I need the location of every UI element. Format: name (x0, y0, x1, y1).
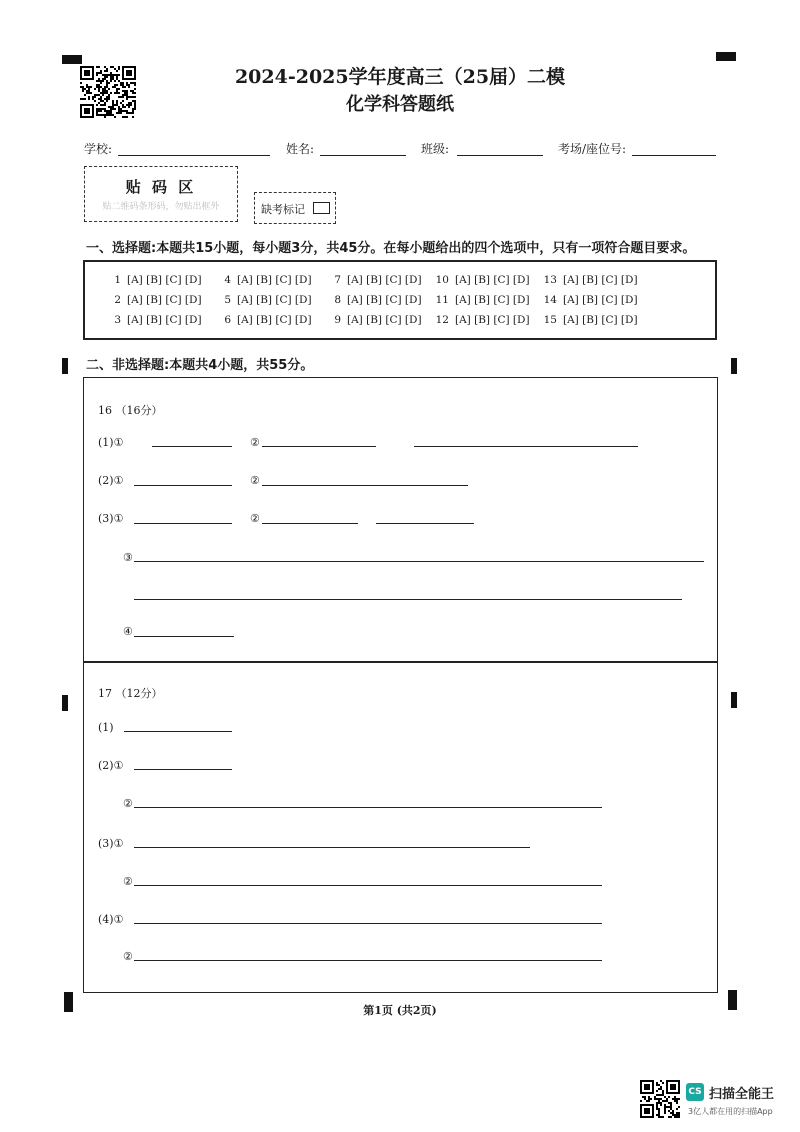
q16-p3-answer-line[interactable] (134, 523, 232, 524)
mc-question-number: 12 (435, 314, 449, 326)
q16-answer-box (83, 377, 718, 663)
class-label: 班级: (421, 142, 450, 156)
q16-p3c-answer-line-1[interactable] (134, 561, 704, 562)
barcode-area-note: 贴二维码条形码，勿贴出框外 (102, 202, 220, 212)
mc-options[interactable]: [A] [B] [C] [D] (347, 274, 422, 286)
registration-mark-top-right (716, 52, 736, 61)
q16-p1-label: (1)① (98, 436, 124, 449)
mc-options[interactable]: [A] [B] [C] [D] (237, 314, 312, 326)
mc-question-number: 14 (543, 294, 557, 306)
barcode-area-title: 贴 码 区 (125, 178, 197, 196)
q17-p2b-label: ② (123, 797, 133, 810)
q16-p3d-answer-line[interactable] (134, 636, 234, 637)
mc-question-2[interactable] (107, 294, 202, 306)
q17-p3b-answer-line[interactable] (134, 885, 602, 886)
mc-question-6[interactable] (217, 314, 312, 326)
mc-question-number: 15 (543, 314, 557, 326)
name-field[interactable] (320, 155, 406, 156)
mc-question-15[interactable] (543, 314, 638, 326)
school-field[interactable] (118, 155, 270, 156)
registration-mark-left-1 (62, 358, 68, 374)
mc-question-number: 6 (224, 314, 231, 326)
page-number: 第1页 (共2页) (363, 1004, 437, 1017)
exam-title: 2024-2025学年度高三（25届）二模 (234, 66, 566, 88)
q17-title: 17 （12分） (98, 687, 163, 700)
scanner-tagline: 3亿人都在用的扫描App (688, 1107, 773, 1116)
q16-p2b-answer-line[interactable] (262, 485, 468, 486)
q16-p1b-label: ② (250, 436, 260, 449)
absent-mark-label: 缺考标记 (261, 203, 305, 216)
q17-p3-answer-line[interactable] (134, 847, 530, 848)
mc-options[interactable]: [A] [B] [C] [D] (455, 274, 530, 286)
q16-p3c-answer-line-2[interactable] (134, 599, 682, 600)
mc-question-14[interactable] (543, 294, 638, 306)
absent-mark-area (254, 192, 336, 224)
mc-question-5[interactable] (217, 294, 312, 306)
mc-question-number: 7 (334, 274, 341, 286)
mc-question-13[interactable] (543, 274, 638, 286)
q16-title: 16 （16分） (98, 404, 163, 417)
scanner-qr-code (640, 1080, 680, 1118)
q16-p3c-label: ③ (123, 551, 133, 564)
q17-p2b-answer-line[interactable] (134, 807, 602, 808)
barcode-paste-area (84, 166, 238, 222)
absent-mark-checkbox[interactable] (313, 202, 330, 214)
mc-options[interactable]: [A] [B] [C] [D] (455, 294, 530, 306)
mc-options[interactable]: [A] [B] [C] [D] (347, 314, 422, 326)
mc-question-number: 11 (435, 294, 449, 306)
q16-p3d-label: ④ (123, 625, 133, 638)
mc-question-9[interactable] (327, 314, 422, 326)
mc-options[interactable]: [A] [B] [C] [D] (563, 314, 638, 326)
mc-question-number: 13 (543, 274, 557, 286)
mc-options[interactable]: [A] [B] [C] [D] (563, 274, 638, 286)
scanner-app-name: 扫描全能王 (709, 1087, 775, 1102)
q17-p1-label: (1) (98, 721, 114, 734)
q16-p2-label: (2)① (98, 474, 124, 487)
q17-p1-answer-line[interactable] (124, 731, 232, 732)
mc-question-10[interactable] (435, 274, 530, 286)
exam-subtitle: 化学科答题纸 (346, 94, 454, 115)
q16-p1b-answer-line[interactable] (262, 446, 376, 447)
school-label: 学校: (84, 142, 113, 156)
q16-p1-answer-line[interactable] (152, 446, 232, 447)
mc-options[interactable]: [A] [B] [C] [D] (237, 294, 312, 306)
section1-heading: 一、选择题:本题共15小题，每小题3分，共45分。在每小题给出的四个选项中，只有一项符合题目要求。 (86, 241, 696, 256)
q17-answer-box (83, 661, 718, 993)
q17-p4-answer-line[interactable] (134, 923, 602, 924)
registration-mark-right-2 (731, 692, 737, 708)
registration-mark-right-1 (731, 358, 737, 374)
registration-mark-left-2 (62, 695, 68, 711)
q17-p4b-answer-line[interactable] (134, 960, 602, 961)
mc-question-8[interactable] (327, 294, 422, 306)
q17-p2-answer-line[interactable] (134, 769, 232, 770)
q17-p3b-label: ② (123, 875, 133, 888)
section2-heading: 二、非选择题:本题共4小题，共55分。 (86, 358, 314, 373)
mc-options[interactable]: [A] [B] [C] [D] (127, 274, 202, 286)
q16-p3-label: (3)① (98, 512, 124, 525)
q17-p4-label: (4)① (98, 913, 124, 926)
mc-question-1[interactable] (107, 274, 202, 286)
mc-options[interactable]: [A] [B] [C] [D] (347, 294, 422, 306)
mc-options[interactable]: [A] [B] [C] [D] (563, 294, 638, 306)
q16-p1c-answer-line[interactable] (414, 446, 638, 447)
mc-question-number: 4 (224, 274, 231, 286)
mc-question-11[interactable] (435, 294, 530, 306)
mc-question-number: 1 (114, 274, 121, 286)
q17-p2-label: (2)① (98, 759, 124, 772)
q17-p4b-label: ② (123, 950, 133, 963)
mc-question-12[interactable] (435, 314, 530, 326)
mc-question-number: 3 (114, 314, 121, 326)
seat-label: 考场/座位号: (558, 142, 627, 156)
seat-field[interactable] (632, 155, 716, 156)
q16-p3b-answer-line[interactable] (262, 523, 358, 524)
mc-options[interactable]: [A] [B] [C] [D] (237, 274, 312, 286)
q17-p3-label: (3)① (98, 837, 124, 850)
q16-p2-answer-line[interactable] (134, 485, 232, 486)
mc-question-number: 2 (114, 294, 121, 306)
mc-options[interactable]: [A] [B] [C] [D] (455, 314, 530, 326)
mc-question-number: 9 (334, 314, 341, 326)
mc-question-4[interactable] (217, 274, 312, 286)
q16-p3b2-answer-line[interactable] (376, 523, 474, 524)
mc-options[interactable]: [A] [B] [C] [D] (127, 314, 202, 326)
name-label: 姓名: (286, 142, 315, 156)
mc-question-number: 5 (224, 294, 231, 306)
mc-question-7[interactable] (327, 274, 422, 286)
multiple-choice-box (83, 260, 717, 340)
mc-question-3[interactable] (107, 314, 202, 326)
mc-options[interactable]: [A] [B] [C] [D] (127, 294, 202, 306)
q16-p3b-label: ② (250, 512, 260, 525)
q16-p2b-label: ② (250, 474, 260, 487)
class-field[interactable] (457, 155, 543, 156)
mc-question-number: 8 (334, 294, 341, 306)
scanner-logo-icon: CS (686, 1083, 704, 1101)
mc-question-number: 10 (435, 274, 449, 286)
